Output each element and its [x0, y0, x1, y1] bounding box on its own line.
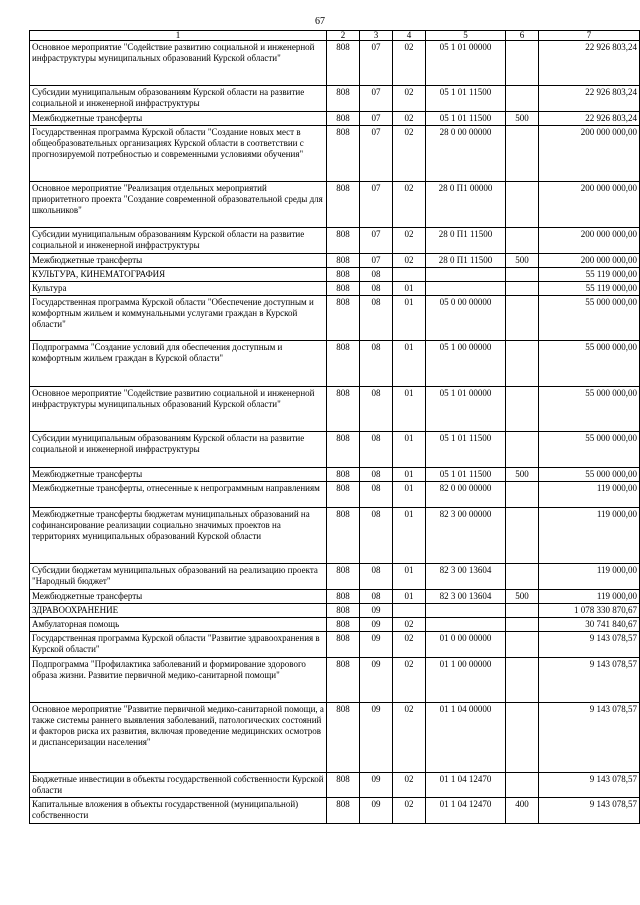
row-name-cell: Основное мероприятие "Развитие первичной медико-санитарной помощи, а также системы раннего выявления заболеваний, патологических состояний и факторов риска их развития, включая проведение медицинских осмотров и диспансеризации населения": [30, 703, 327, 773]
amount-cell: 119 000,00: [539, 564, 640, 590]
amount-cell: 200 000 000,00: [539, 126, 640, 182]
row-name-cell: Субсидии муниципальным образованиям Курской области на развитие социальной и инженерной инфраструктуры: [30, 86, 327, 112]
header-cell: 2: [327, 31, 360, 41]
row-name-cell: Государственная программа Курской области "Развитие здравоохранения в Курской области": [30, 632, 327, 658]
ministry-code-cell: 808: [327, 254, 360, 268]
table-row: [30, 658, 640, 703]
table-row: [30, 632, 640, 658]
target-article-cell: 05 1 01 11500: [426, 112, 506, 126]
ministry-code-cell: 808: [327, 618, 360, 632]
ministry-code-cell: 808: [327, 268, 360, 282]
section-code-cell: 09: [360, 703, 393, 773]
subsection-code-cell: 02: [393, 632, 426, 658]
section-code-cell: 08: [360, 341, 393, 387]
amount-cell: 9 143 078,57: [539, 773, 640, 798]
target-article-cell: 82 3 00 00000: [426, 508, 506, 564]
section-code-cell: 07: [360, 254, 393, 268]
page-number: 67: [315, 16, 325, 27]
subsection-code-cell: 01: [393, 590, 426, 604]
ministry-code-cell: 808: [327, 703, 360, 773]
amount-cell: 9 143 078,57: [539, 632, 640, 658]
subsection-code-cell: [393, 604, 426, 618]
amount-cell: 55 119 000,00: [539, 282, 640, 296]
ministry-code-cell: 808: [327, 508, 360, 564]
row-name-cell: Межбюджетные трансферты: [30, 112, 327, 126]
ministry-code-cell: 808: [327, 658, 360, 703]
target-article-cell: 01 1 04 12470: [426, 798, 506, 824]
amount-cell: 119 000,00: [539, 508, 640, 564]
section-code-cell: 09: [360, 618, 393, 632]
row-name-cell: Государственная программа Курской области "Создание новых мест в общеобразовательных организациях Курской области в соответствии с прогнозируемой потребностью и современными условиями обучения": [30, 126, 327, 182]
expense-type-cell: [506, 387, 539, 432]
header-cell: 5: [426, 31, 506, 41]
subsection-code-cell: 01: [393, 564, 426, 590]
subsection-code-cell: 02: [393, 773, 426, 798]
amount-cell: 55 119 000,00: [539, 268, 640, 282]
ministry-code-cell: 808: [327, 182, 360, 228]
table-row: [30, 564, 640, 590]
amount-cell: 22 926 803,24: [539, 41, 640, 86]
section-code-cell: 09: [360, 798, 393, 824]
section-code-cell: 08: [360, 432, 393, 468]
amount-cell: 9 143 078,57: [539, 703, 640, 773]
target-article-cell: 82 0 00 00000: [426, 482, 506, 508]
ministry-code-cell: 808: [327, 632, 360, 658]
row-name-cell: КУЛЬТУРА, КИНЕМАТОГРАФИЯ: [30, 268, 327, 282]
target-article-cell: [426, 618, 506, 632]
amount-cell: 200 000 000,00: [539, 254, 640, 268]
row-name-cell: Капитальные вложения в объекты государственной (муниципальной) собственности: [30, 798, 327, 824]
amount-cell: 55 000 000,00: [539, 387, 640, 432]
row-name-cell: Основное мероприятие "Содействие развитию социальной и инженерной инфраструктуры муниципальных образований Курской области": [30, 387, 327, 432]
section-code-cell: 08: [360, 590, 393, 604]
section-code-cell: 08: [360, 296, 393, 341]
amount-cell: 119 000,00: [539, 590, 640, 604]
row-name-cell: Государственная программа Курской области "Обеспечение доступным и комфортным жильем и коммунальными услугами граждан в Курской области": [30, 296, 327, 341]
header-cell: 4: [393, 31, 426, 41]
section-code-cell: 07: [360, 41, 393, 86]
ministry-code-cell: 808: [327, 41, 360, 86]
amount-cell: 200 000 000,00: [539, 182, 640, 228]
ministry-code-cell: 808: [327, 112, 360, 126]
subsection-code-cell: 02: [393, 86, 426, 112]
table-row: [30, 468, 640, 482]
expense-type-cell: [506, 508, 539, 564]
expense-type-cell: [506, 182, 539, 228]
subsection-code-cell: 01: [393, 387, 426, 432]
section-code-cell: 07: [360, 112, 393, 126]
table-row: [30, 773, 640, 798]
section-code-cell: 07: [360, 182, 393, 228]
row-name-cell: Основное мероприятие "Реализация отдельных мероприятий приоритетного проекта "Создание современной образовательной среды для школьников": [30, 182, 327, 228]
amount-cell: 9 143 078,57: [539, 658, 640, 703]
expense-type-cell: [506, 564, 539, 590]
expense-type-cell: [506, 703, 539, 773]
table-row: [30, 182, 640, 228]
expense-type-cell: [506, 268, 539, 282]
subsection-code-cell: 02: [393, 658, 426, 703]
row-name-cell: Межбюджетные трансферты: [30, 468, 327, 482]
expense-type-cell: [506, 296, 539, 341]
section-code-cell: 09: [360, 604, 393, 618]
ministry-code-cell: 808: [327, 604, 360, 618]
section-code-cell: 08: [360, 282, 393, 296]
expense-type-cell: 500: [506, 112, 539, 126]
header-cell: 6: [506, 31, 539, 41]
subsection-code-cell: 02: [393, 703, 426, 773]
amount-cell: 30 741 840,67: [539, 618, 640, 632]
subsection-code-cell: 01: [393, 432, 426, 468]
amount-cell: 119 000,00: [539, 482, 640, 508]
subsection-code-cell: 01: [393, 508, 426, 564]
target-article-cell: 01 1 04 12470: [426, 773, 506, 798]
expense-type-cell: 500: [506, 468, 539, 482]
subsection-code-cell: 01: [393, 296, 426, 341]
table-row: [30, 282, 640, 296]
row-name-cell: Субсидии муниципальным образованиям Курской области на развитие социальной и инженерной инфраструктуры: [30, 432, 327, 468]
ministry-code-cell: 808: [327, 126, 360, 182]
expense-type-cell: [506, 432, 539, 468]
expense-type-cell: 500: [506, 590, 539, 604]
subsection-code-cell: 02: [393, 798, 426, 824]
ministry-code-cell: 808: [327, 282, 360, 296]
row-name-cell: Субсидии муниципальным образованиям Курской области на развитие социальной и инженерной инфраструктуры: [30, 228, 327, 254]
subsection-code-cell: 01: [393, 282, 426, 296]
header-cell: 7: [539, 31, 640, 41]
target-article-cell: 28 0 П1 11500: [426, 254, 506, 268]
amount-cell: 22 926 803,24: [539, 112, 640, 126]
table-row: [30, 590, 640, 604]
subsection-code-cell: 02: [393, 228, 426, 254]
section-code-cell: 08: [360, 564, 393, 590]
subsection-code-cell: 01: [393, 482, 426, 508]
amount-cell: 22 926 803,24: [539, 86, 640, 112]
header-cell: 3: [360, 31, 393, 41]
target-article-cell: 05 1 01 11500: [426, 468, 506, 482]
ministry-code-cell: 808: [327, 86, 360, 112]
table-row: [30, 254, 640, 268]
target-article-cell: 05 1 01 00000: [426, 41, 506, 86]
row-name-cell: Амбулаторная помощь: [30, 618, 327, 632]
table-row: [30, 228, 640, 254]
amount-cell: 55 000 000,00: [539, 296, 640, 341]
ministry-code-cell: 808: [327, 228, 360, 254]
section-code-cell: 08: [360, 508, 393, 564]
amount-cell: 200 000 000,00: [539, 228, 640, 254]
expense-type-cell: [506, 86, 539, 112]
ministry-code-cell: 808: [327, 468, 360, 482]
expense-type-cell: [506, 482, 539, 508]
row-name-cell: ЗДРАВООХРАНЕНИЕ: [30, 604, 327, 618]
section-code-cell: 07: [360, 126, 393, 182]
subsection-code-cell: [393, 268, 426, 282]
expense-type-cell: [506, 126, 539, 182]
target-article-cell: 82 3 00 13604: [426, 564, 506, 590]
table-row: [30, 86, 640, 112]
table-row: [30, 432, 640, 468]
expense-type-cell: [506, 604, 539, 618]
row-name-cell: Межбюджетные трансферты: [30, 254, 327, 268]
section-code-cell: 09: [360, 658, 393, 703]
ministry-code-cell: 808: [327, 296, 360, 341]
row-name-cell: Основное мероприятие "Содействие развитию социальной и инженерной инфраструктуры муниципальных образований Курской области": [30, 41, 327, 86]
section-code-cell: 07: [360, 228, 393, 254]
expense-type-cell: [506, 658, 539, 703]
expense-type-cell: [506, 773, 539, 798]
section-code-cell: 08: [360, 482, 393, 508]
expense-type-cell: 500: [506, 254, 539, 268]
row-name-cell: Подпрограмма "Создание условий для обеспечения доступным и комфортным жильем граждан в Курской области": [30, 341, 327, 387]
target-article-cell: 82 3 00 13604: [426, 590, 506, 604]
ministry-code-cell: 808: [327, 590, 360, 604]
section-code-cell: 07: [360, 86, 393, 112]
row-name-cell: Межбюджетные трансферты бюджетам муниципальных образований на софинансирование реализации социально значимых проектов на территориях муниципальных образований Курской области: [30, 508, 327, 564]
ministry-code-cell: 808: [327, 564, 360, 590]
row-name-cell: Межбюджетные трансферты, отнесенные к непрограммным направлениям: [30, 482, 327, 508]
table-row: [30, 604, 640, 618]
amount-cell: 1 078 330 870,67: [539, 604, 640, 618]
subsection-code-cell: 02: [393, 41, 426, 86]
table-row: [30, 703, 640, 773]
table-row: [30, 126, 640, 182]
table-row: [30, 41, 640, 86]
target-article-cell: 28 0 П1 11500: [426, 228, 506, 254]
row-name-cell: Бюджетные инвестиции в объекты государственной собственности Курской области: [30, 773, 327, 798]
ministry-code-cell: 808: [327, 341, 360, 387]
target-article-cell: 05 0 00 00000: [426, 296, 506, 341]
target-article-cell: 05 1 01 11500: [426, 86, 506, 112]
ministry-code-cell: 808: [327, 387, 360, 432]
expense-type-cell: [506, 632, 539, 658]
table-row: [30, 296, 640, 341]
ministry-code-cell: 808: [327, 482, 360, 508]
subsection-code-cell: 01: [393, 468, 426, 482]
budget-table: [29, 30, 640, 824]
target-article-cell: 01 1 00 00000: [426, 658, 506, 703]
expense-type-cell: 400: [506, 798, 539, 824]
section-code-cell: 08: [360, 268, 393, 282]
target-article-cell: 01 0 00 00000: [426, 632, 506, 658]
section-code-cell: 09: [360, 773, 393, 798]
table-row: [30, 798, 640, 824]
table-row: [30, 482, 640, 508]
target-article-cell: 28 0 00 00000: [426, 126, 506, 182]
row-name-cell: Субсидии бюджетам муниципальных образований на реализацию проекта "Народный бюджет": [30, 564, 327, 590]
expense-type-cell: [506, 41, 539, 86]
header-cell: 1: [30, 31, 327, 41]
target-article-cell: 05 1 01 11500: [426, 432, 506, 468]
amount-cell: 55 000 000,00: [539, 341, 640, 387]
subsection-code-cell: 02: [393, 254, 426, 268]
expense-type-cell: [506, 282, 539, 296]
amount-cell: 9 143 078,57: [539, 798, 640, 824]
subsection-code-cell: 01: [393, 341, 426, 387]
amount-cell: 55 000 000,00: [539, 468, 640, 482]
target-article-cell: 28 0 П1 00000: [426, 182, 506, 228]
target-article-cell: 05 1 01 00000: [426, 387, 506, 432]
header-row: [30, 31, 640, 41]
subsection-code-cell: 02: [393, 126, 426, 182]
expense-type-cell: [506, 341, 539, 387]
ministry-code-cell: 808: [327, 773, 360, 798]
table-row: [30, 112, 640, 126]
target-article-cell: [426, 268, 506, 282]
section-code-cell: 09: [360, 632, 393, 658]
table-row: [30, 268, 640, 282]
subsection-code-cell: 02: [393, 182, 426, 228]
table-row: [30, 508, 640, 564]
target-article-cell: 01 1 04 00000: [426, 703, 506, 773]
row-name-cell: Подпрограмма "Профилактика заболеваний и формирование здорового образа жизни. Развитие первичной медико-санитарной помощи": [30, 658, 327, 703]
table-row: [30, 341, 640, 387]
target-article-cell: 05 1 00 00000: [426, 341, 506, 387]
row-name-cell: Межбюджетные трансферты: [30, 590, 327, 604]
table-row: [30, 618, 640, 632]
section-code-cell: 08: [360, 468, 393, 482]
target-article-cell: [426, 604, 506, 618]
section-code-cell: 08: [360, 387, 393, 432]
subsection-code-cell: 02: [393, 112, 426, 126]
target-article-cell: [426, 282, 506, 296]
amount-cell: 55 000 000,00: [539, 432, 640, 468]
expense-type-cell: [506, 618, 539, 632]
expense-type-cell: [506, 228, 539, 254]
table-row: [30, 387, 640, 432]
ministry-code-cell: 808: [327, 798, 360, 824]
subsection-code-cell: 02: [393, 618, 426, 632]
row-name-cell: Культура: [30, 282, 327, 296]
ministry-code-cell: 808: [327, 432, 360, 468]
